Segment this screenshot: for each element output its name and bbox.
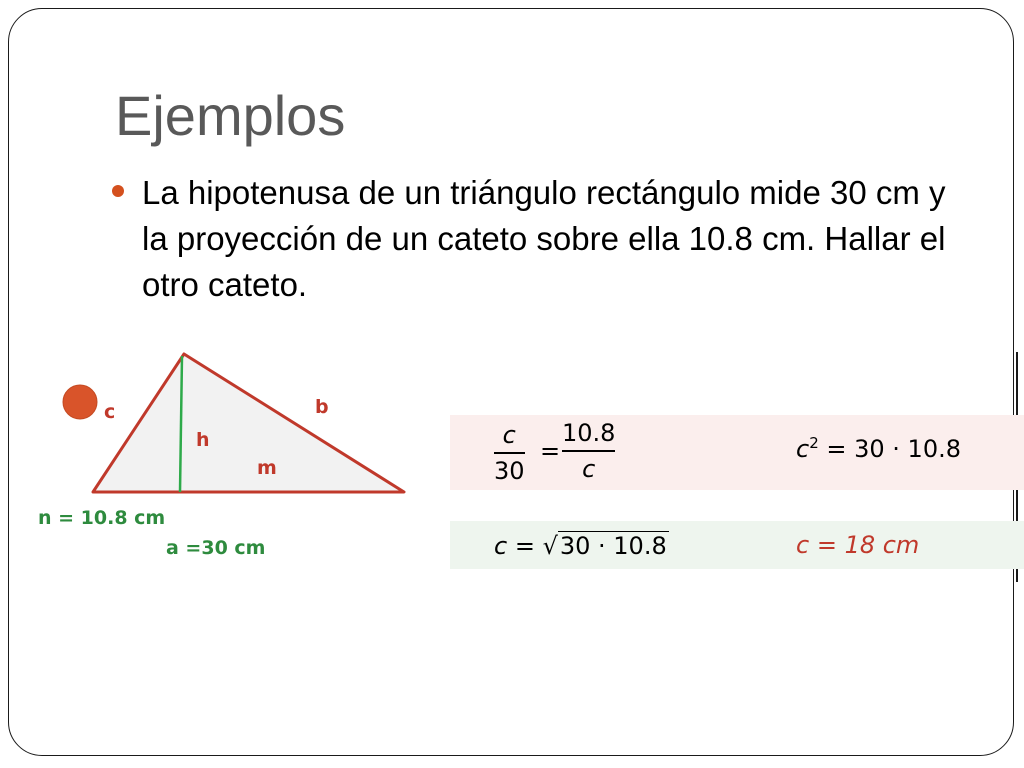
sqrt-symbol: √ bbox=[542, 532, 558, 560]
label-n: n = 10.8 cm bbox=[38, 507, 166, 529]
slide-title: Ejemplos bbox=[115, 84, 346, 147]
sqrt-expression bbox=[543, 531, 669, 560]
triangle-figure bbox=[0, 330, 450, 570]
triangle-shape bbox=[93, 354, 404, 492]
fraction-bar bbox=[562, 450, 615, 452]
formula-lhs: c = bbox=[494, 532, 543, 560]
radicand: 30 · 10.8 bbox=[559, 532, 667, 560]
formula-c: c bbox=[796, 435, 810, 463]
formula-exponent: 2 bbox=[809, 434, 819, 452]
formula-product: = 30 · 10.8 bbox=[818, 435, 961, 463]
fraction-bar bbox=[494, 452, 525, 454]
marker-dot-icon bbox=[63, 385, 97, 419]
fraction-numerator: c bbox=[502, 421, 516, 449]
formula-c-squared bbox=[796, 434, 961, 463]
fraction-denominator: c bbox=[582, 454, 596, 483]
bullet-text: La hipotenusa de un triángulo rectángulo mide 30 cm y la proyección de un cateto sobre ella 10.8 cm. Hallar el otro cateto. bbox=[142, 174, 946, 303]
label-m: m bbox=[257, 457, 277, 479]
formula-result: c = 18 cm bbox=[796, 531, 920, 559]
fraction-denominator: 30 bbox=[494, 456, 525, 485]
bullet-dot-icon bbox=[112, 185, 124, 197]
label-b: b bbox=[315, 396, 329, 418]
equals-sign: = bbox=[540, 437, 561, 465]
fraction-numerator: 10.8 bbox=[562, 419, 616, 447]
label-c: c bbox=[104, 401, 116, 423]
formula-sqrt bbox=[494, 531, 669, 560]
fraction-108-over-c bbox=[562, 419, 615, 483]
label-a: a =30 cm bbox=[166, 537, 266, 559]
fraction-c-over-30 bbox=[494, 421, 525, 485]
label-h: h bbox=[196, 429, 210, 451]
bullet-item bbox=[112, 170, 972, 308]
